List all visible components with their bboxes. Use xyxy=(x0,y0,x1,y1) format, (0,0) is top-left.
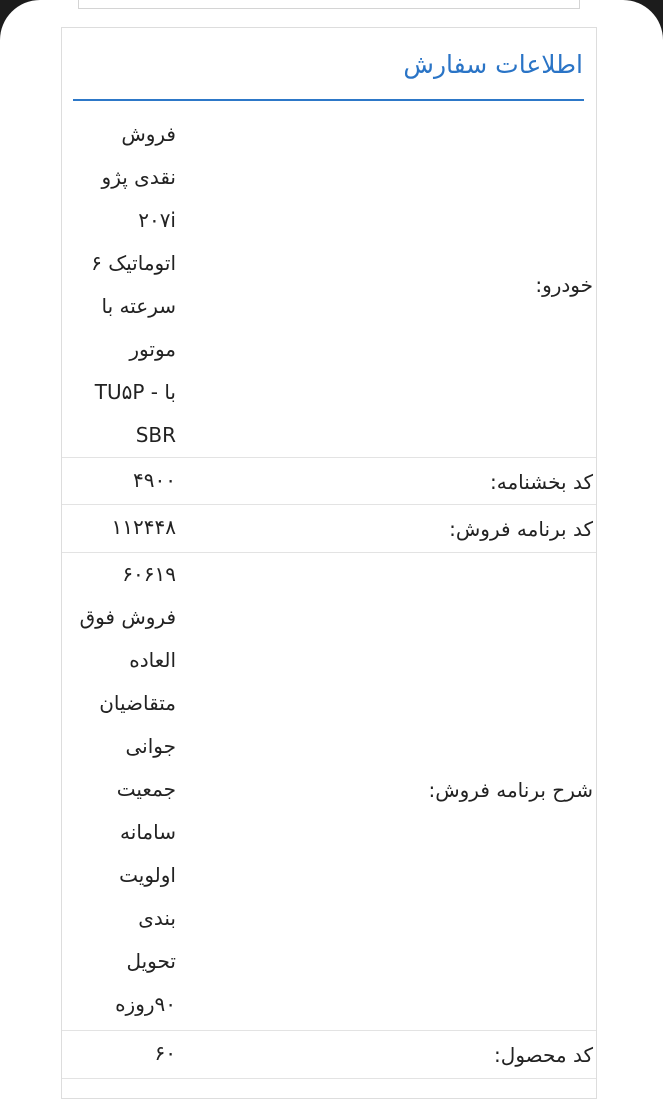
car-value-line: SBR xyxy=(135,423,176,447)
screen-corner-left xyxy=(0,0,40,40)
row-product-code xyxy=(62,1030,596,1079)
product-code-label: کد محصول: xyxy=(494,1043,593,1067)
sales-program-code-value xyxy=(80,506,176,549)
description-value-line: اولویت xyxy=(119,863,176,887)
car-label: خودرو: xyxy=(535,273,593,297)
previous-card-edge xyxy=(78,0,580,9)
row-car xyxy=(62,113,596,457)
description-value-line: بندی xyxy=(138,906,176,930)
car-value-line: ۲۰۷i xyxy=(138,208,176,232)
car-value-line: اتوماتیک ۶ xyxy=(91,251,176,275)
product-code-value-line: ۶۰ xyxy=(154,1041,176,1065)
description-value-line: متقاضیان xyxy=(99,691,176,715)
description-value-line: فروش فوق xyxy=(79,605,176,629)
description-value-line: تحویل xyxy=(126,949,176,973)
circular-code-value-line: ۴۹۰۰ xyxy=(133,468,176,492)
car-value-line: سرعته با xyxy=(101,294,176,318)
circular-code-label: کد بخشنامه: xyxy=(490,470,593,494)
car-value-line: موتور xyxy=(129,337,176,361)
description-value-line: ۹۰روزه xyxy=(115,992,176,1016)
car-value xyxy=(80,113,176,457)
product-code-value xyxy=(80,1032,176,1075)
sales-program-code-label: کد برنامه فروش: xyxy=(449,517,593,541)
description-value-line: العاده xyxy=(129,648,176,672)
row-sales-program-code xyxy=(62,504,596,553)
car-value-line: نقدی پژو xyxy=(101,165,176,189)
description-value-line: ۶۰۶۱۹ xyxy=(122,562,176,586)
car-value-line: TU۵P - با xyxy=(94,380,176,404)
order-info-card xyxy=(61,27,597,1099)
description-value-line: سامانه xyxy=(120,820,176,844)
car-value-line: فروش xyxy=(121,122,176,146)
sales-program-description-value xyxy=(80,553,176,1026)
description-value-line: جوانی xyxy=(125,734,176,758)
section-title: اطلاعات سفارش xyxy=(403,50,583,79)
description-value-line: جمعیت xyxy=(116,777,176,801)
row-circular-code xyxy=(62,457,596,505)
row-sales-program-description xyxy=(62,552,596,1031)
sales-program-code-value-line: ۱۱۲۴۴۸ xyxy=(111,515,176,539)
screen-corner-right xyxy=(623,0,663,40)
row-next xyxy=(62,1078,596,1099)
title-underline xyxy=(73,99,584,101)
circular-code-value xyxy=(80,459,176,502)
sales-program-description-label: شرح برنامه فروش: xyxy=(428,778,593,802)
